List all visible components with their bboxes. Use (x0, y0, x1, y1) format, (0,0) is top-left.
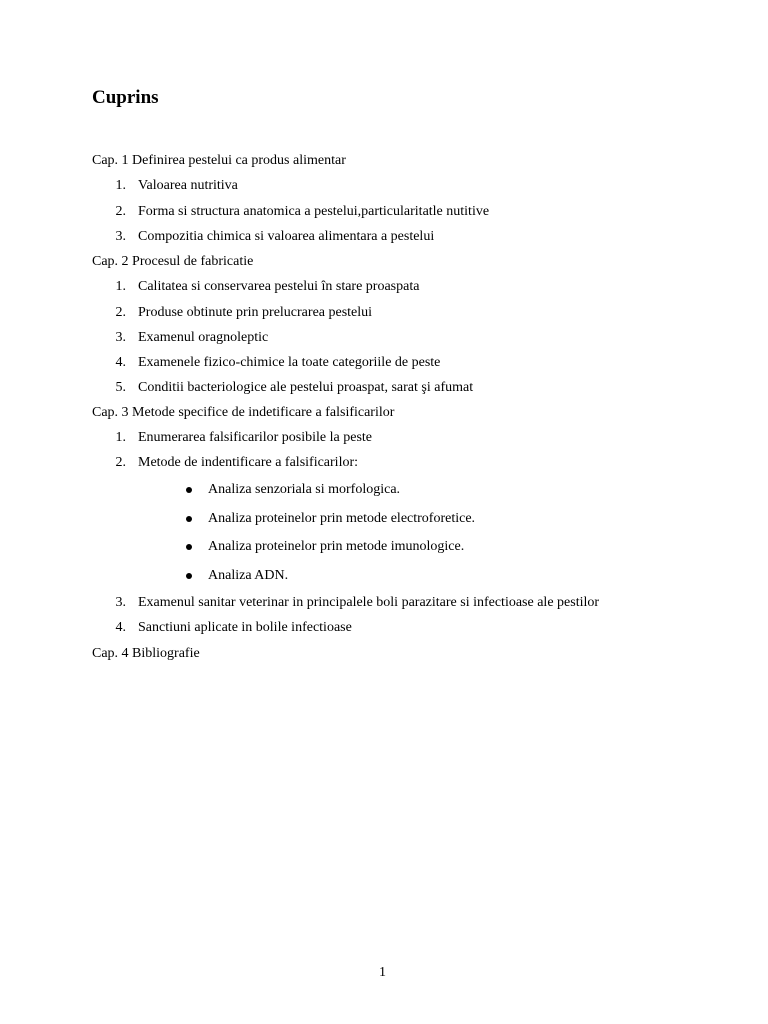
list-item-text: Sanctiuni aplicate in bolile infectioase (138, 620, 352, 635)
list-item-text: Examenul oragnoleptic (138, 330, 269, 345)
page-number: 1 (379, 965, 386, 980)
chapter-heading: Cap. 3 Metode specifice de indetificare a falsificarilor (92, 405, 395, 420)
list-item-text: Examenul sanitar veterinar in principalele boli parazitare si infectioase ale pestilor (138, 595, 600, 610)
list-item-number: 3. (115, 595, 126, 610)
bullet-icon (186, 573, 192, 579)
bullet-text: Analiza senzoriala si morfologica. (208, 482, 401, 497)
list-item-number: 1. (115, 430, 126, 445)
page-title: Cuprins (92, 87, 159, 108)
list-item-text: Calitatea si conservarea pestelui în stare proaspata (138, 279, 420, 294)
bullet-text: Analiza ADN. (208, 568, 289, 583)
list-item-number: 1. (115, 178, 126, 193)
bullet-text: Analiza proteinelor prin metode electroforetice. (208, 511, 476, 526)
bullet-icon (186, 487, 192, 493)
list-item-number: 2. (115, 455, 126, 470)
bullet-text: Analiza proteinelor prin metode imunologice. (208, 539, 465, 554)
list-item-number: 2. (115, 204, 126, 219)
list-item-number: 3. (115, 229, 126, 244)
chapter-heading: Cap. 4 Bibliografie (92, 646, 200, 661)
list-item-text: Enumerarea falsificarilor posibile la peste (138, 430, 373, 445)
bullet-icon (186, 544, 192, 550)
list-item-text: Compozitia chimica si valoarea alimentara a pestelui (138, 229, 435, 244)
list-item-number: 1. (115, 279, 126, 294)
chapter-heading: Cap. 2 Procesul de fabricatie (92, 254, 254, 269)
list-item-number: 3. (115, 330, 126, 345)
list-item-text: Metode de indentificare a falsificarilor: (138, 455, 359, 470)
list-item-number: 4. (115, 620, 126, 635)
chapter-heading: Cap. 1 Definirea pestelui ca produs alimentar (92, 153, 346, 168)
list-item-text: Produse obtinute prin prelucrarea pestelui (138, 305, 373, 320)
list-item-number: 4. (115, 355, 126, 370)
list-item-number: 2. (115, 305, 126, 320)
list-item-text: Examenele fizico-chimice la toate categoriile de peste (138, 355, 441, 370)
list-item-text: Conditii bacteriologice ale pestelui proaspat, sarat şi afumat (138, 380, 474, 395)
bullet-icon (186, 516, 192, 522)
list-item-text: Valoarea nutritiva (138, 178, 238, 193)
list-item-number: 5. (115, 380, 126, 395)
list-item-text: Forma si structura anatomica a pestelui,particularitatle nutitive (138, 204, 490, 219)
